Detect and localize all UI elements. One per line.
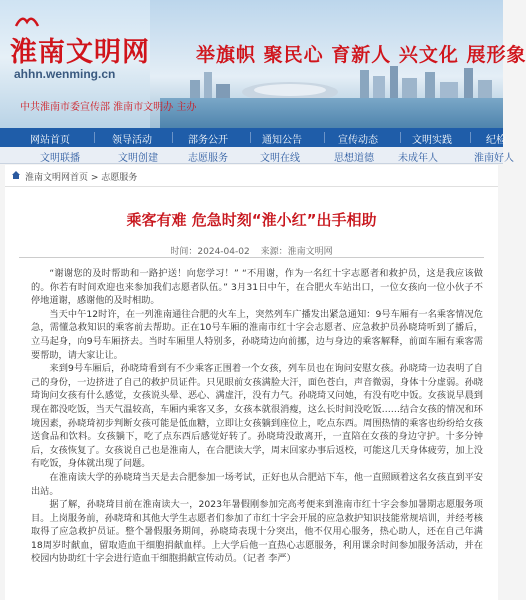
paragraph: “谢谢您的及时帮助和一路护送！向您学习！” “不用谢，作为一名红十字志愿者和救护员，这是我应该做的。你若有时间欢迎也来参加我们志愿者队伍。” 3月31日中午，在合肥火车站出口，一位女孩向一位小伙子不停地道谢，感谢他的及时相助。 bbox=[31, 268, 483, 307]
article-meta bbox=[5, 244, 498, 257]
city-skyline-image bbox=[170, 62, 503, 102]
secondary-nav bbox=[0, 147, 514, 164]
nav-divider bbox=[250, 132, 251, 143]
nav-notices[interactable]: 通知公告 bbox=[262, 135, 302, 146]
home-icon[interactable] bbox=[11, 170, 21, 180]
nav-divider bbox=[324, 132, 325, 143]
paragraph: 据了解，孙晓琦目前在淮南读大一，2023年暑假刚参加完高考便来到淮南市红十字会参加暑期志愿服务项目。上岗服务前，孙晓琦和其他大学生志愿者们参加了市红十字会开展的应急救护知识技能常规培训，并经考核取得了应急救护员证。整个暑假服务期间，孙晓琦表现十分突出，他不仅用心服务，热心助人，还在自己年满18周岁时献血，留取造血干细胞捐献血样。上大学后他一直热心志愿服务，利用课余时间参加服务活动，并在校园内协助红十字会进行造血干细胞捐献宣传动员。（记者 李严） bbox=[31, 499, 483, 565]
nav-divider bbox=[172, 132, 173, 143]
nav-discipline[interactable]: 纪检 bbox=[486, 135, 506, 146]
nav-civic-creation[interactable]: 文明创建 bbox=[118, 153, 158, 164]
logo-icon bbox=[14, 14, 40, 28]
site-title[interactable]: 淮南文明网 bbox=[10, 37, 150, 68]
nav-good-people[interactable]: 淮南好人 bbox=[474, 153, 514, 164]
article bbox=[5, 187, 498, 600]
nav-divider bbox=[94, 132, 95, 143]
banner-lake bbox=[160, 98, 503, 128]
site-banner bbox=[0, 0, 526, 128]
nav-volunteer[interactable]: 志愿服务 bbox=[188, 153, 228, 164]
nav-civic-practice[interactable]: 文明实践 bbox=[412, 135, 452, 146]
article-title: 乘客有难 危急时刻“淮小红”出手相助 bbox=[126, 211, 377, 229]
nav-morality[interactable]: 思想道德 bbox=[334, 153, 374, 164]
paragraph: 在淮南读大学的孙晓琦当天是去合肥参加一场考试，正好也从合肥站下车，他一直照顾着这名女孩直到平安出站。 bbox=[31, 471, 483, 497]
nav-dept-affairs[interactable]: 部务公开 bbox=[188, 135, 228, 146]
nav-broadcast[interactable]: 文明联播 bbox=[40, 153, 80, 164]
publish-time: 时间：2024-04-02 bbox=[170, 247, 250, 257]
nav-civic-online[interactable]: 文明在线 bbox=[260, 153, 300, 164]
nav-minors[interactable]: 未成年人 bbox=[398, 153, 438, 164]
breadcrumb bbox=[5, 165, 498, 187]
article-body bbox=[31, 267, 483, 566]
site-url: ahhn.wenming.cn bbox=[14, 67, 116, 81]
nav-divider bbox=[400, 132, 401, 143]
organizer-text: 中共淮南市委宣传部 淮南市文明办 主办 bbox=[20, 102, 197, 113]
slogan: 举旗帜 聚民心 育新人 兴文化 展形象 bbox=[196, 44, 526, 66]
article-source: 来源：淮南文明网 bbox=[260, 247, 333, 257]
nav-home[interactable]: 网站首页 bbox=[30, 135, 70, 146]
divider bbox=[19, 257, 484, 258]
nav-propaganda[interactable]: 宣传动态 bbox=[338, 135, 378, 146]
paragraph: 当天中午12时许，在一列淮南通往合肥的火车上，突然列车广播发出紧急通知：9号车厢有一名乘客情况危急，需懂急救知识的乘客前去帮助。正在10号车厢的淮南市红十字会志愿者、应急救护员孙晓琦听到了播后，立马起身，向9号车厢挤去。当时车厢里人特别多，孙晓琦边向前挪，边与身边的乘客解释，前面车厢有乘客需要帮助，请大家让让。 bbox=[31, 308, 483, 361]
paragraph: 来到9号车厢后，孙晓琦看到有不少乘客正围着一个女孩，列车员也在询问安慰女孩。孙晓琦一边表明了自己的身份，一边挤进了自己的救护员证件。只见眼前女孩满脸大汗，面色苍白，声音微弱，身体十分虚弱。孙晓琦询问女孩有什么感觉，女孩说头晕、恶心、满虚汗，没有力气。孙晓琦又问她，有没有吃中饭。女孩说早晨到现在都没吃饭，当天气温较高，车厢内乘客又多，女孩本就很消瘦，这么长时间没吃饭……结合女孩的情况和环境因素，孙晓琦初步判断女孩可能是低血糖，立即让女孩躺到座位上，吃点东西。周围热情的乘客也纷纷给女孩送食品和饮料。女孩躺下，吃了点东西后感觉好转了。孙晓琦没敢离开，一直陪在女孩的身边守护。十多分钟后，女孩恢复了。女孩说自己也是淮南人，在合肥读大学，周末回家办事后返校，可能这几天身体疲劳，加上没有吃饭，身体就出现了问题。 bbox=[31, 363, 483, 470]
nav-leaders[interactable]: 领导活动 bbox=[112, 135, 152, 146]
primary-nav bbox=[0, 128, 506, 147]
nav-divider bbox=[470, 132, 471, 143]
breadcrumb-path[interactable]: 淮南文明网首页 > 志愿服务 bbox=[25, 173, 138, 183]
